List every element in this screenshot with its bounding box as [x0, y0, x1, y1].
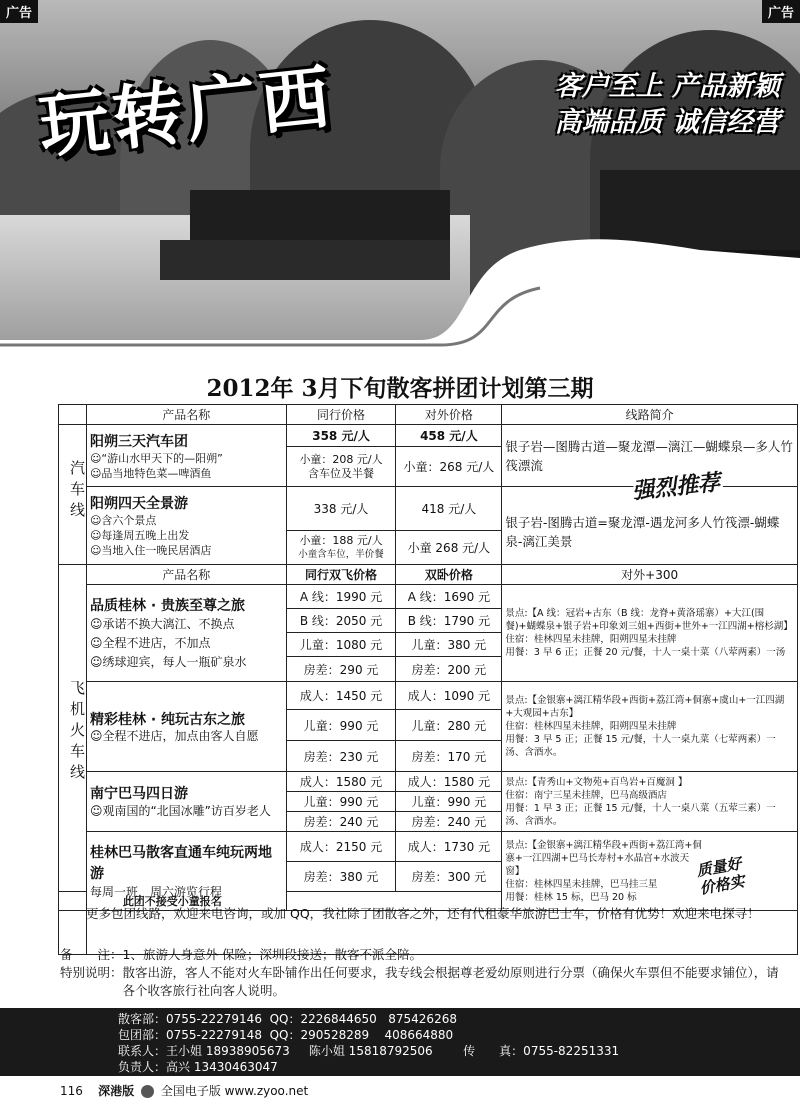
stamp-quality-line: 质量好 [695, 854, 743, 880]
fly-item-1-peer-row: 房差：290 元 [286, 657, 396, 682]
banner-image [0, 0, 800, 368]
bus-header-route: 线路简介 [502, 405, 798, 425]
bus-item-1-line: ☺品当地特色菜—啤酒鱼 [89, 466, 212, 480]
fly-item-3-peer-row: 儿童：990 元 [286, 792, 396, 812]
stamp-recommend: 强烈推荐 [631, 469, 722, 505]
fly-header-route: 对外+300 [502, 565, 798, 585]
page-number: 116 [60, 1084, 83, 1098]
bus-header-peer: 同行价格 [286, 405, 396, 425]
notes-text: 1、旅游人身意外 保险；深圳段接送；散客不派全陪。 [122, 947, 422, 962]
bus-item-2-peer-child-note: 小童含车位，半价餐 [298, 548, 384, 560]
fly-item-3-peer-row: 成人：1580 元 [286, 772, 396, 792]
bus-item-2-line: ☺当地入住一晚民居酒店 [89, 544, 212, 557]
fly-item-4-name: 桂林巴马散客直通车纯玩两地游 [89, 844, 272, 882]
fly-header-name: 产品名称 [86, 565, 286, 585]
bus-item-2-public-child: 小童 268 元/人 [396, 531, 502, 565]
fly-item-4-public-row: 房差：300 元 [396, 862, 502, 892]
fly-item-2-name: 精彩桂林 · 纯玩古东之旅 [89, 712, 246, 728]
bus-item-1-public-child: 小童：268 元/人 [396, 447, 502, 487]
bus-item-1-peer-adult: 358 元/人 [312, 429, 370, 443]
bus-item-1-peer-child-note: 含车位及半餐 [308, 466, 375, 480]
fly-item-1-line: ☺绣球迎宾，每人一瓶矿泉水 [89, 654, 247, 669]
notes-label: 备 注： [60, 947, 123, 962]
fly-item-2-route: 景点:【金银寨+漓江精华段+西街+荔江湾+侗寨+虞山+一江四湖+大观园+古东】 住宿：桂林四星未挂牌，阳朔四星未挂牌 用餐：3 早 5 正；正餐 15 元/餐，十人一桌九菜（七荤两素）一汤、含酒水。 [502, 682, 798, 772]
bus-item-1-route: 银子岩—图腾古道—聚龙潭—漓江—蝴蝶泉—多人竹筏漂流 [502, 425, 798, 487]
stamp-quality-line: 价格实 [698, 872, 746, 898]
footer [0, 1078, 800, 1100]
fly-header-public: 双卧价格 [396, 565, 502, 585]
fly-line-label: 飞机火车线 [68, 680, 86, 785]
logo-dot-icon [141, 1085, 154, 1098]
notes-section [60, 946, 790, 1000]
ad-tag-right: 广告 [762, 0, 800, 23]
no-child-note: 此团不接受小童报名 [59, 892, 287, 911]
fly-item-1-public-row: 儿童：380 元 [396, 633, 502, 657]
fly-item-2-peer-row: 房差：230 元 [286, 741, 396, 772]
bus-item-1-line: ☺“游山水甲天下的—阳朔” [89, 451, 223, 465]
fly-item-3-name: 南宁巴马四日游 [89, 786, 188, 802]
notes-line-2 [60, 964, 790, 1000]
contact-line: 散客部：0755-22279146 QQ：2226844650 875426268 [118, 1012, 457, 1026]
fly-item-1-name: 品质桂林 · 贵族至尊之旅 [89, 597, 246, 614]
bus-item-1-peer-child: 小童：208 元/人 [299, 452, 383, 466]
fly-item-1-route: 景点:【A 线：冠岩+古东（B 线：龙脊+黄洛瑶寨）+大江(围餐)+蝴蝶泉+银子岩+印象刘三姐+西街+世外+一江四湖+榕杉湖】 住宿：桂林四星未挂牌，阳朔四星未挂牌 用餐：3 早 6 正；正餐 20 元/餐，十人一桌十菜（八荤两素）一汤 [502, 585, 798, 682]
bus-item-1-name: 阳朔三天汽车团 [89, 433, 188, 450]
fly-item-3-public-row: 房差：240 元 [396, 812, 502, 832]
plan-title: 2012年 3月下旬散客拼团计划第三期 [206, 375, 594, 402]
contact-line: 负责人：高兴 13430463047 [118, 1060, 278, 1074]
fly-item-1-peer-row: 儿童：1080 元 [286, 633, 396, 657]
notes-text: 散客出游，客人不能对火车卧铺作出任何要求，我专线会根据尊老爱幼原则进行分票（确保火车票但不能要求铺位），请各个收客旅行社向客人说明。 [122, 965, 779, 998]
fly-item-3-peer-row: 房差：240 元 [286, 812, 396, 832]
bus-item-2-line: ☺每逢周五晚上出发 [89, 529, 190, 542]
fly-item-3 [86, 772, 286, 832]
bus-item-2-name: 阳朔四天全景游 [89, 496, 188, 512]
fly-header-peer: 同行双飞价格 [286, 565, 396, 585]
bus-header-name: 产品名称 [86, 405, 286, 425]
stamp-quality [695, 854, 746, 897]
bus-item-2 [86, 487, 286, 565]
fly-item-1 [86, 585, 286, 682]
bus-line-label: 汽车线 [68, 460, 86, 523]
bus-item-1-public-adult: 458 元/人 [420, 429, 478, 443]
bus-item-2-public-adult: 418 元/人 [396, 487, 502, 531]
fly-item-3-route: 景点:【青秀山+文物苑+百鸟岩+百魔洞 】 住宿：南宁三星未挂牌，巴马高级酒店 用餐：1 早 3 正；正餐 15 元/餐，十人一桌八菜（五荤三素）一汤、含酒水。 [502, 772, 798, 832]
bus-item-2-peer-child: 小童：188 元/人 [299, 533, 383, 547]
bus-header-public: 对外价格 [396, 405, 502, 425]
contact-line: 联系人：王小姐 18938905673 陈小姐 15818792506 传 真：0755-82251331 [118, 1044, 620, 1058]
fly-item-2-peer-row: 成人：1450 元 [286, 682, 396, 710]
fly-item-2-public-row: 房差：170 元 [396, 741, 502, 772]
banner-title: 玩转广西 [34, 54, 339, 169]
ad-tag-left: 广告 [0, 0, 38, 23]
fly-item-1-line: ☺承诺不换大漓江、不换点 [89, 616, 235, 631]
fly-item-1-peer-row: B 线：2050 元 [286, 609, 396, 633]
bus-item-2-peer-adult: 338 元/人 [286, 487, 396, 531]
fly-item-1-public-row: B 线：1790 元 [396, 609, 502, 633]
banner-slogan-1: 客户至上 产品新颖 [554, 71, 780, 102]
contact-line: 包团部：0755-22279148 QQ：290528289 408664880 [118, 1028, 454, 1042]
fly-item-2-peer-row: 儿童：990 元 [286, 710, 396, 741]
fly-item-2 [86, 682, 286, 772]
notes-line-1 [60, 946, 790, 964]
fly-item-3-public-row: 成人：1580 元 [396, 772, 502, 792]
edition-label: 深港版 [98, 1084, 135, 1098]
fly-item-4-route: 景点:【金银寨+漓江精华段+西街+荔江湾+侗寨+一江四湖+巴马长寿村+水晶宫+水波天窗】 住宿：桂林四星未挂牌，巴马挂三星 用餐：桂林 15 标，巴马 20 标 [502, 832, 798, 911]
banner-slogan-2: 高端品质 诚信经营 [554, 107, 780, 138]
fly-item-4-line: 每周一班，周六游览行程 [89, 884, 222, 899]
site-label: 全国电子版 www.zyoo.net [160, 1084, 309, 1098]
bus-item-2-route: 银子岩-图腾古道=聚龙潭-遇龙河多人竹筏漂-蝴蝶泉-漓江美景 [502, 487, 798, 565]
notes-label: 特别说明： [60, 965, 123, 980]
fly-item-4-peer-row: 房差：380 元 [286, 862, 396, 892]
fly-item-2-public-row: 儿童：280 元 [396, 710, 502, 741]
fly-item-3-line: ☺观南国的“北国冰雕”访百岁老人 [89, 804, 271, 818]
fly-item-2-public-row: 成人：1090 元 [396, 682, 502, 710]
fly-item-1-line: ☺全程不进店，不加点 [89, 635, 211, 650]
fly-item-1-public-row: A 线：1690 元 [396, 585, 502, 609]
bus-item-1 [86, 425, 286, 487]
more-info: 更多包团线路，欢迎来电咨询，或加 QQ，我社除了团散客之外，还有代租豪华旅游巴士车，价格有优势！欢迎来电探寻！ [86, 906, 760, 921]
fly-item-4-peer-row: 成人：2150 元 [286, 832, 396, 862]
fly-item-1-peer-row: A 线：1990 元 [286, 585, 396, 609]
fly-item-1-public-row: 房差：200 元 [396, 657, 502, 682]
fly-item-2-line: ☺全程不进店，加点由客人自愿 [89, 729, 259, 743]
fly-item-4-public-row: 成人：1730 元 [396, 832, 502, 862]
fly-item-3-public-row: 儿童：990 元 [396, 792, 502, 812]
bus-item-2-line: ☺含六个景点 [89, 514, 157, 527]
contact-bar [0, 1008, 800, 1076]
